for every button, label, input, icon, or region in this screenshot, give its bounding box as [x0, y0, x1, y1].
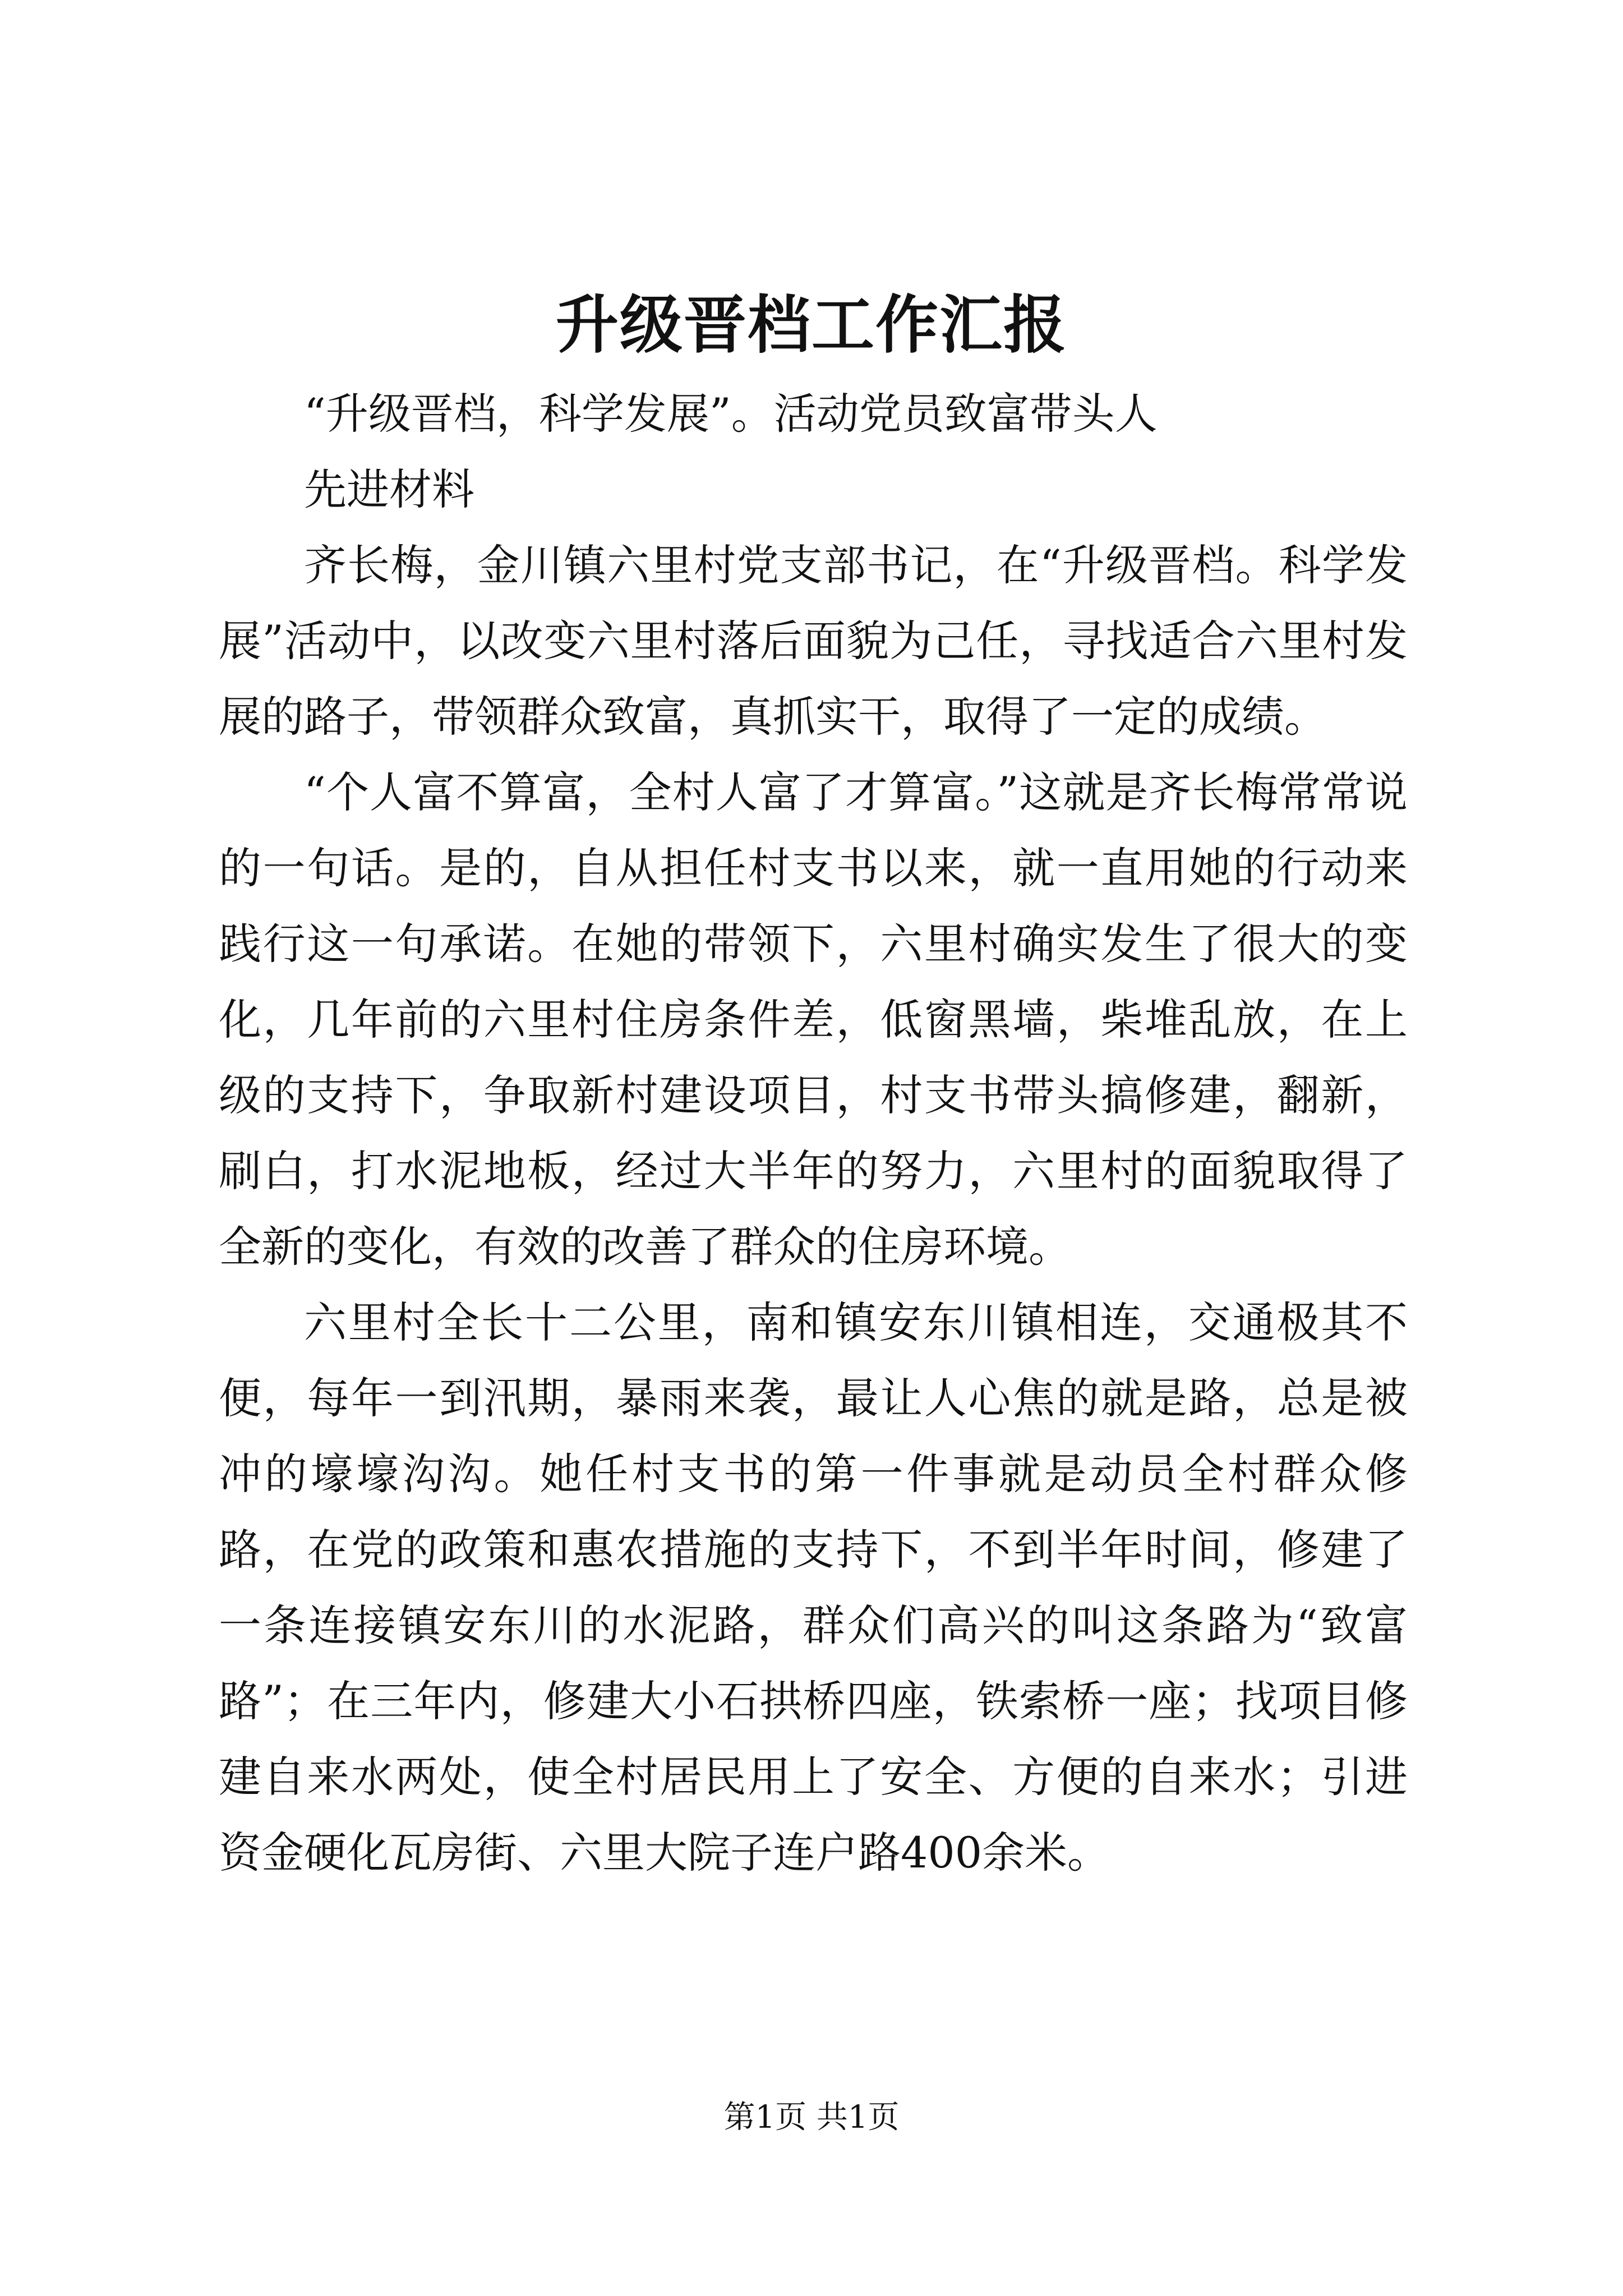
- paragraph-housing: “个人富不算富，全村人富了才算富。”这就是齐长梅常常说的一句话。是的，自从担任村支书以来，就一直用她的行动来践行这一句承诺。在她的带领下，六里村确实发生了很大的变化，几年前的六里村住房条件差，低窗黑墙，柴堆乱放，在上级的支持下，争取新村建设项目，村支书带头搞修建，翻新，刷白，打水泥地板，经过大半年的努力，六里村的面貌取得了全新的变化，有效的改善了群众的住房环境。: [219, 767, 1408, 1272]
- paragraph-subtitle: “升级晋档，科学发展”。活动党员致富带头人: [304, 389, 1158, 439]
- paragraph-roads: 六里村全长十二公里，南和镇安东川镇相连，交通极其不便，每年一到汛期，暴雨来袭，最让人心焦的就是路，总是被冲的壕壕沟沟。她任村支书的第一件事就是动员全村群众修路，在党的政策和惠农措施的支持下，不到半年时间，修建了一条连接镇安东川的水泥路，群众们高兴的叫这条路为“致富路”；在三年内，修建大小石拱桥四座，铁索桥一座；找项目修建自来水两处，使全村居民用上了安全、方便的自来水；引进资金硬化瓦房街、六里大院子连户路400余米。: [219, 1297, 1408, 1878]
- document-body: [219, 376, 1408, 1890]
- document-title: 升级晋档工作汇报: [556, 288, 1067, 362]
- paragraph-heading: 先进材料: [304, 464, 474, 514]
- page-footer: 第1页 共1页: [723, 2099, 900, 2136]
- paragraph-intro: 齐长梅，金川镇六里村党支部书记，在“升级晋档。科学发展”活动中，以改变六里村落后面貌为己任，寻找适合六里村发展的路子，带领群众致富，真抓实干，取得了一定的成绩。: [219, 540, 1408, 742]
